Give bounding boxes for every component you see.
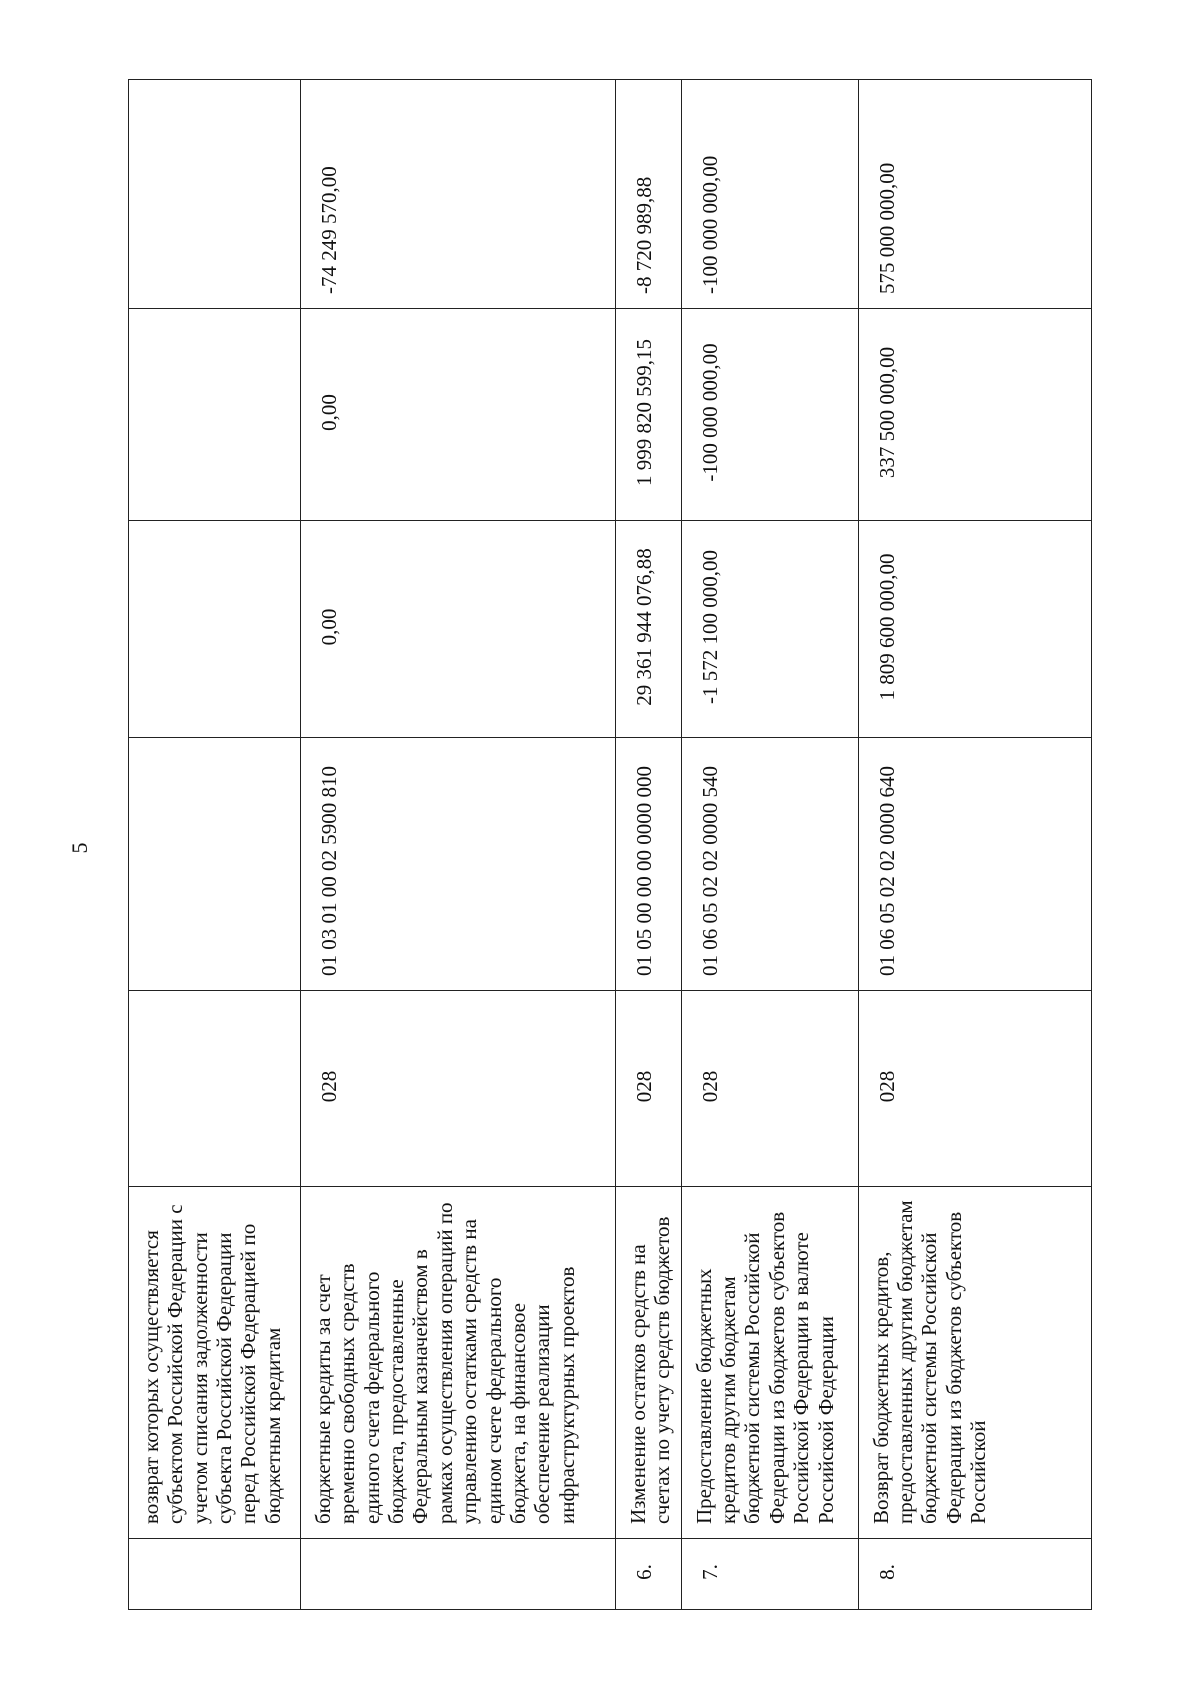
amount-2: 337 500 000,00 <box>858 309 1091 521</box>
amount-2: 0,00 <box>301 309 616 521</box>
table-row <box>301 80 616 1610</box>
row-name: возврат которых осуществляется субъектом Российской Федерации с учетом списания задолженности субъекта Российской Федерации перед Российской Федерацией по бюджетным кредитам <box>129 1187 301 1539</box>
amount-2 <box>129 309 301 521</box>
table-row <box>616 80 682 1610</box>
amount-1: 1 809 600 000,00 <box>858 521 1091 738</box>
budget-code: 01 06 05 02 02 0000 540 <box>681 738 858 991</box>
row-name: бюджетные кредиты за счет временно свободных средств единого счета федерального бюджета, предоставленные Федеральным казначейством в рамках осуществления операций по управлению остатками средств на едином счете федерального бюджета, на финансовое обеспечение реализации инфраструктурных проектов <box>301 1187 616 1539</box>
amount-2: -100 000 000,00 <box>681 309 858 521</box>
admin-code: 028 <box>858 991 1091 1187</box>
amount-3: -8 720 989,88 <box>616 80 682 309</box>
budget-sources-table <box>128 79 1092 1610</box>
amount-1: 0,00 <box>301 521 616 738</box>
table-row <box>129 80 301 1610</box>
admin-code: 028 <box>301 991 616 1187</box>
amount-3 <box>129 80 301 309</box>
amount-1 <box>129 521 301 738</box>
rotated-table-container <box>128 80 1090 1610</box>
amount-3: 575 000 000,00 <box>858 80 1091 309</box>
table-row <box>681 80 858 1610</box>
budget-code: 01 05 00 00 00 0000 000 <box>616 738 682 991</box>
table-row <box>858 80 1091 1610</box>
row-number <box>301 1539 616 1610</box>
row-name: Предоставление бюджетных кредитов другим бюджетам бюджетной системы Российской Федерации из бюджетов субъектов Российской Федерации в валюте Российской Федерации <box>681 1187 858 1539</box>
admin-code <box>129 991 301 1187</box>
budget-code: 01 06 05 02 02 0000 640 <box>858 738 1091 991</box>
admin-code: 028 <box>681 991 858 1187</box>
row-number <box>129 1539 301 1610</box>
amount-3: -100 000 000,00 <box>681 80 858 309</box>
row-number: 7. <box>681 1539 858 1610</box>
amount-2: 1 999 820 599,15 <box>616 309 682 521</box>
row-name: Возврат бюджетных кредитов, предоставленных другим бюджетам бюджетной системы Российской Федерации из бюджетов субъектов Российской <box>858 1187 1091 1539</box>
budget-code: 01 03 01 00 02 5900 810 <box>301 738 616 991</box>
budget-code <box>129 738 301 991</box>
amount-3: -74 249 570,00 <box>301 80 616 309</box>
row-name: Изменение остатков средств на счетах по учету средств бюджетов <box>616 1187 682 1539</box>
row-number: 8. <box>858 1539 1091 1610</box>
admin-code: 028 <box>616 991 682 1187</box>
page-number: 5 <box>67 842 92 854</box>
row-number: 6. <box>616 1539 682 1610</box>
amount-1: -1 572 100 000,00 <box>681 521 858 738</box>
amount-1: 29 361 944 076,88 <box>616 521 682 738</box>
